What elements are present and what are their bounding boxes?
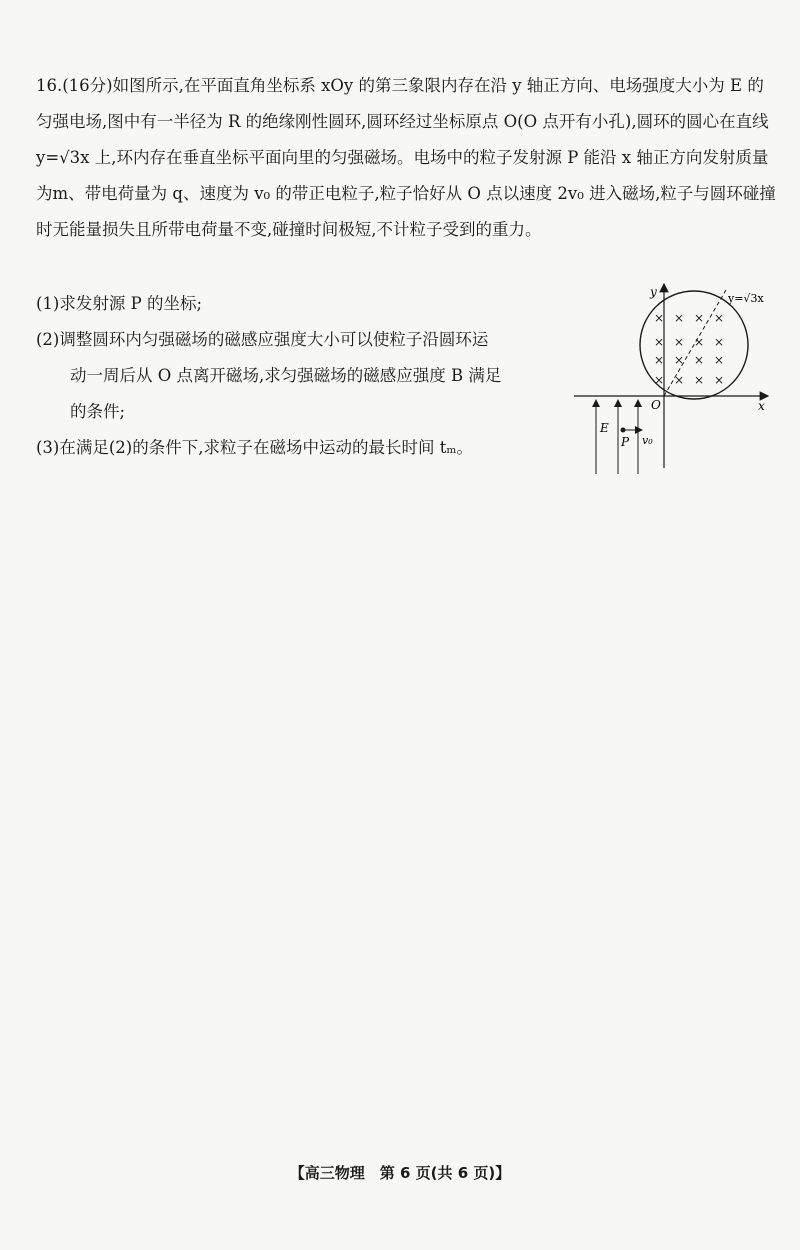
field-mark: × (714, 373, 725, 387)
field-mark: × (674, 335, 685, 349)
question-3: (3)在满足(2)的条件下,求粒子在磁场中运动的最长时间 tₘ。 (36, 438, 473, 457)
field-mark: × (674, 353, 685, 367)
particle-source (621, 428, 626, 433)
source-label-P: P (621, 435, 630, 449)
field-mark: × (694, 353, 705, 367)
field-mark: × (694, 311, 705, 325)
figure-svg (568, 278, 778, 478)
velocity-label: v₀ (642, 434, 653, 447)
origin-label: O (651, 398, 661, 412)
field-mark: × (674, 373, 685, 387)
question-2-line-1: (2)调整圆环内匀强磁场的磁感应强度大小可以使粒子沿圆环运 (36, 330, 489, 349)
physics-figure (568, 278, 778, 478)
page-footer: 【高三物理 第 6 页(共 6 页)】 (289, 1164, 511, 1182)
question-2-line-2: 动一周后从 O 点离开磁场,求匀强磁场的磁感应强度 B 满足 (70, 366, 502, 385)
x-axis-label: x (758, 399, 765, 413)
field-mark: × (694, 373, 705, 387)
problem-16 (36, 68, 776, 248)
field-mark: × (714, 335, 725, 349)
question-2-line-3: 的条件; (70, 402, 126, 421)
field-mark: × (654, 335, 665, 349)
line-label: y=√3x (728, 292, 764, 305)
field-mark: × (674, 311, 685, 325)
electric-field-lines (596, 400, 638, 474)
field-mark: × (714, 353, 725, 367)
field-mark: × (654, 353, 665, 367)
field-mark: × (714, 311, 725, 325)
field-mark: × (654, 311, 665, 325)
field-label-E: E (600, 421, 609, 435)
problem-intro: 16.(16分)如图所示,在平面直角坐标系 xOy 的第三象限内存在沿 y 轴正方向、电场强度大小为 E 的匀强电场,图中有一半径为 R 的绝缘刚性圆环,圆环经过坐标原点 O(O 点开有小孔),圆环的圆心在直线 y=√3x 上,环内存在垂直坐标平面向里的匀强磁场。电场中的粒子发射源 P 能沿 x 轴正方向发射质量为m、带电荷量为 q、速度为 v₀ 的带正电粒子,粒子恰好从 O 点以速度 2v₀ 进入磁场,粒子与圆环碰撞时无能量损失且所带电荷量不变,碰撞时间极短,不计粒子受到的重力。 (36, 76, 776, 239)
question-1: (1)求发射源 P 的坐标; (36, 294, 203, 313)
field-mark: × (694, 335, 705, 349)
y-axis-label: y (650, 285, 657, 299)
field-mark: × (654, 373, 665, 387)
question-2 (36, 322, 566, 430)
